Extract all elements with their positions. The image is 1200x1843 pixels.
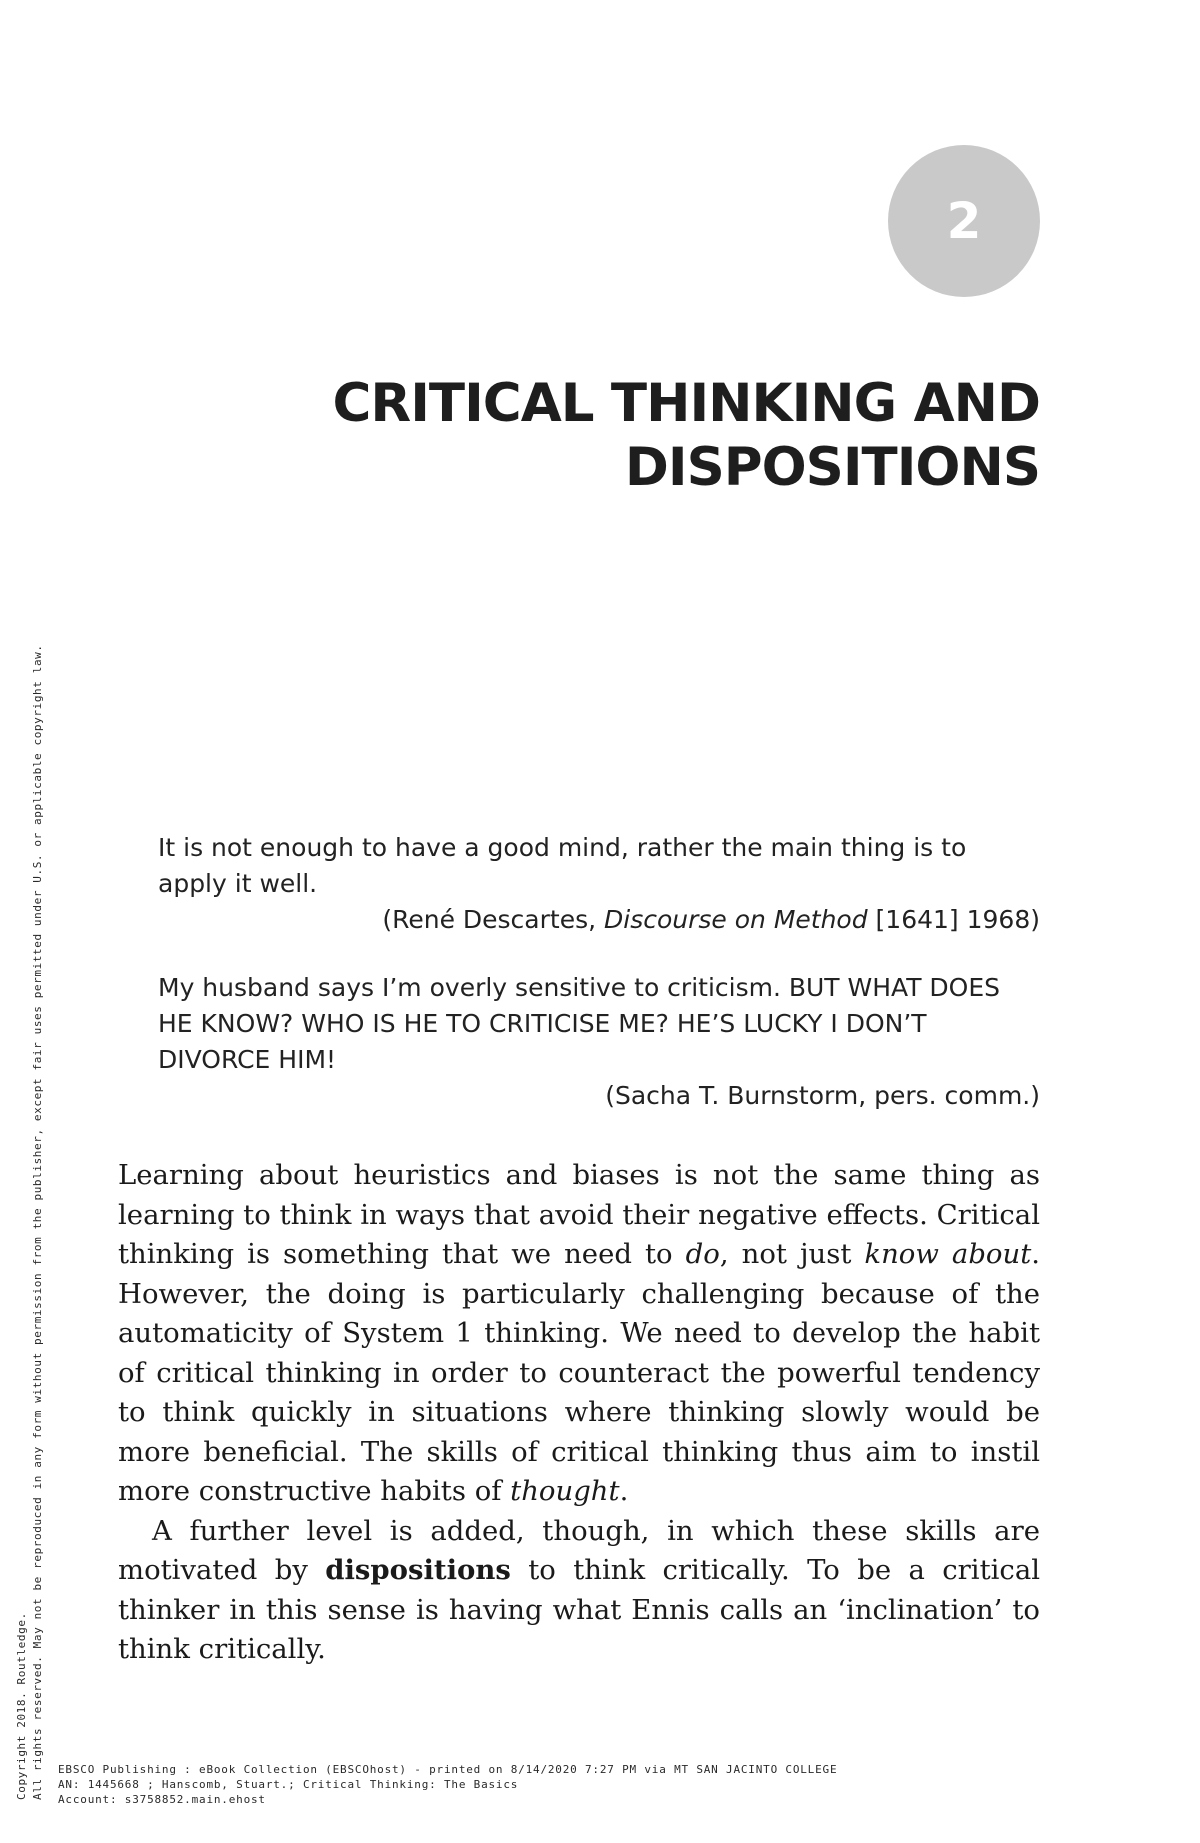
side-copyright-notice [14, 400, 46, 1800]
text-run: , not just [719, 1238, 865, 1270]
body-text [118, 1156, 1040, 1670]
text-run: A further level is added, though, in which these skills are motivated by [118, 1514, 1040, 1586]
attribution-prefix: (René Descartes, [382, 905, 604, 934]
emphasis: do [685, 1238, 720, 1270]
key-term: dispositions [325, 1554, 511, 1586]
text-run: Learning about heuristics and biases is not the same thing as learning to think in ways that avoid their negative effects. Critical thinking is something that we need to [118, 1159, 1041, 1270]
body-paragraph-1 [118, 1156, 1040, 1512]
copyright-line-1: Copyright 2018. Routledge. [15, 1612, 28, 1800]
chapter-title-line-2: DISPOSITIONS [624, 437, 1040, 498]
epigraph-quote: My husband says I’m overly sensitive to criticism. BUT WHAT DOES HE KNOW? WHO IS HE TO CRITICISE ME? HE’S LUCKY I DON’T DIVORCE HIM! [158, 973, 1001, 1074]
chapter-title [240, 372, 1040, 500]
chapter-title-line-1: CRITICAL THINKING AND [332, 373, 1040, 434]
chapter-number-badge [888, 145, 1040, 297]
text-run: to think critically. To be a critical thinker in this sense is having what Ennis calls an ‘inclination’ to think critically. [118, 1554, 1041, 1665]
attribution-suffix: [1641] 1968) [867, 905, 1040, 934]
chapter-number: 2 [946, 192, 982, 250]
text-run: . [619, 1475, 629, 1507]
epigraph-attribution [158, 902, 1040, 938]
emphasis: know about [864, 1238, 1032, 1270]
epigraph-1 [158, 830, 1040, 938]
attribution-work-title: Discourse on Method [604, 905, 868, 934]
footer-line-1: EBSCO Publishing : eBook Collection (EBSCOhost) - printed on 8/14/2020 7:27 PM via MT SAN JACINTO COLLEGE [58, 1763, 838, 1776]
emphasis: thought [510, 1475, 620, 1507]
epigraph-quote: It is not enough to have a good mind, rather the main thing is to apply it well. [158, 833, 967, 898]
body-paragraph-2 [118, 1512, 1040, 1670]
footer-metadata [58, 1762, 837, 1807]
text-run: . However, the doing is particularly challenging because of the automaticity of System 1 thinking. We need to develop the habit of critical thinking in order to counteract the powerful tendency to think quickly in situations where thinking slowly would be more beneficial. The skills of critical thinking thus aim to instil more constructive habits of [118, 1238, 1041, 1507]
epigraph-attribution: (Sacha T. Burnstorm, pers. comm.) [605, 1081, 1040, 1110]
footer-line-3: Account: s3758852.main.ehost [58, 1793, 266, 1806]
copyright-line-2: All rights reserved. May not be reproduced in any form without permission from the publisher, except fair uses permitted under U.S. or applicable copyright law. [31, 644, 44, 1800]
footer-line-2: AN: 1445668 ; Hanscomb, Stuart.; Critical Thinking: The Basics [58, 1778, 519, 1791]
epigraph-2 [158, 970, 1040, 1114]
